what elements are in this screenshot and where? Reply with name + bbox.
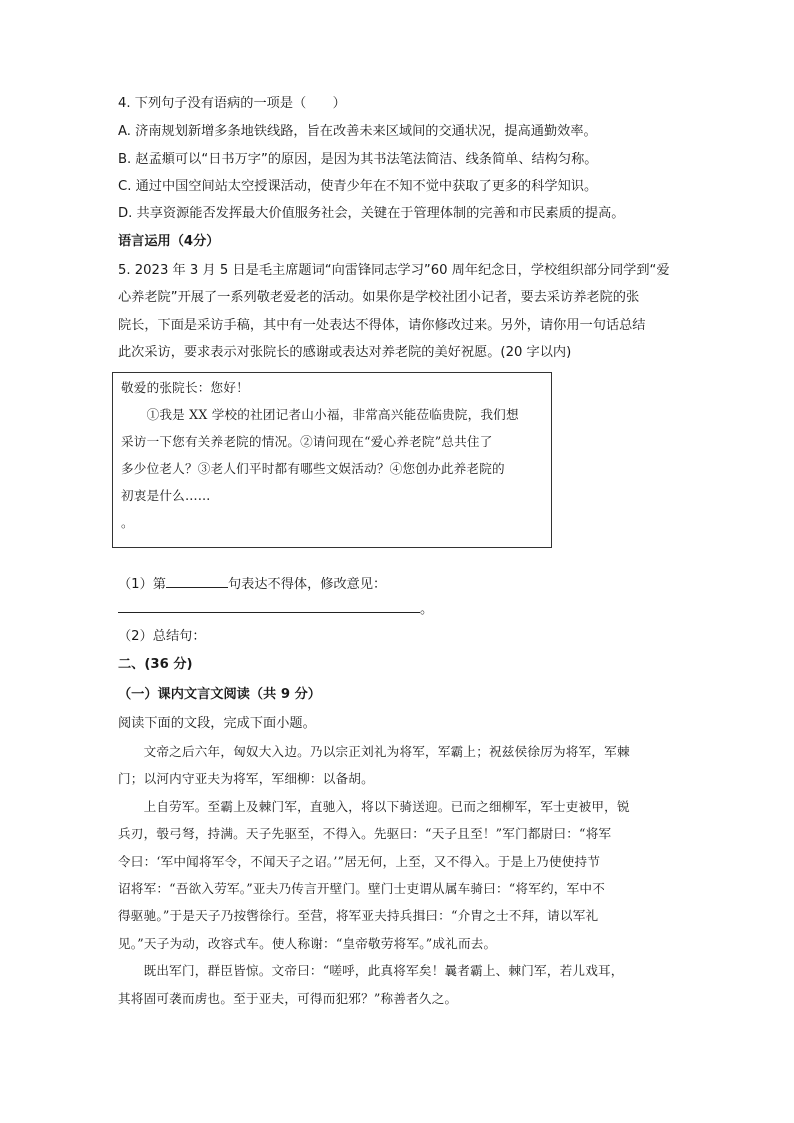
q5-line-1: 5. 2023 年 3 月 5 日是毛主席题词“向雷锋同志学习”60 周年纪念日，学校组织部分同学到“爱 [118, 263, 670, 278]
passage-line-4: 兵刃，彀弓弩，持满。天子先驱至，不得入。先驱曰：“天子且至！”军门都尉曰：“将军 [118, 826, 612, 841]
revision-answer-blank[interactable] [118, 598, 420, 613]
part-two-heading: 二、(36 分) [118, 657, 193, 672]
q4-stem: 4. 下列句子没有语病的一项是（ ） [118, 96, 346, 111]
q5-line-2: 心养老院”开展了一系列敬老爱老的活动。如果你是学校社团小记者，要去采访养老院的张 [118, 290, 640, 305]
q5-sub1-answer-line [118, 598, 433, 620]
passage-line-1: 文帝之后六年，匈奴大入边。乃以宗正刘礼为将军，军霸上；祝兹侯徐厉为将军，军棘 [118, 744, 630, 759]
passage-line-7: 得驱驰。”于是天子乃按辔徐行。至营，将军亚夫持兵揖曰：“介胄之士不拜，请以军礼 [118, 908, 599, 923]
section-language-use: 语言运用（4分） [118, 234, 220, 249]
box-line-5: 初衷是什么…… [121, 488, 211, 503]
passage-line-2: 门；以河内守亚夫为将军，军细柳：以备胡。 [118, 771, 374, 786]
passage-line-9: 既出军门，群臣皆惊。文帝曰：“嗟呼，此真将军矣！曩者霸上、棘门军，若儿戏耳， [118, 963, 624, 978]
reading-instruction: 阅读下面的文段，完成下面小题。 [118, 716, 316, 731]
q5-line-3: 院长，下面是采访手稿，其中有一处表达不得体，请你修改过来。另外，请你用一句话总结 [118, 318, 646, 333]
q4-option-b: B. 赵孟頫可以“日书万字”的原因，是因为其书法笔法简洁、线条简单、结构匀称。 [118, 152, 598, 167]
passage-line-8: 见。”天子为动，改容式车。使人称谢：“皇帝敬劳将军。”成礼而去。 [118, 936, 497, 951]
passage-line-5: 令曰：‘军中闻将军令，不闻天子之诏。’”居无何，上至，又不得入。于是上乃使使持节 [118, 854, 601, 869]
passage-line-6: 诏将军：“吾欲入劳军。”亚夫乃传言开壁门。壁门士吏谓从属车骑曰：“将军约，军中不 [118, 881, 605, 896]
box-line-2: ①我是 XX 学校的社团记者山小福，非常高兴能莅临贵院，我们想 [121, 407, 519, 422]
q5-sub1-prefix: （1）第 [118, 577, 166, 592]
q4-option-d: D. 共享资源能否发挥最大价值服务社会，关键在于管理体制的完善和市民素质的提高。 [118, 206, 625, 221]
passage-line-3: 上自劳军。至霸上及棘门军，直驰入，将以下骑送迎。已而之细柳军，军士吏被甲，锐 [118, 799, 630, 814]
q5-line-4: 此次采访，要求表示对张院长的感谢或表达对养老院的美好祝愿。(20 字以内) [118, 345, 572, 360]
q5-sub1 [118, 573, 386, 595]
sentence-number-blank[interactable] [166, 573, 228, 588]
q5-sub1-suffix: 句表达不得体，修改意见： [227, 577, 387, 592]
box-line-1: 敬爱的张院长：您好！ [121, 380, 249, 395]
q4-option-a: A. 济南规划新增多条地铁线路，旨在改善未来区域间的交通状况，提高通勤效率。 [118, 124, 597, 139]
box-line-6: 。 [121, 515, 134, 530]
classical-reading-heading: （一）课内文言文阅读（共 9 分） [118, 687, 321, 702]
box-line-4: 多少位老人？③老人们平时都有哪些文娱活动？④您创办此养老院的 [121, 461, 505, 476]
q4-option-c: C. 通过中国空间站太空授课活动，使青少年在不知不觉中获取了更多的科学知识。 [118, 179, 598, 194]
box-line-3: 采访一下您有关养老院的情况。②请问现在“爱心养老院”总共住了 [121, 434, 493, 449]
passage-line-10: 其将固可袭而虏也。至于亚夫，可得而犯邪？”称善者久之。 [118, 991, 458, 1006]
q5-sub2: （2）总结句： [118, 629, 206, 644]
q5-sub1-end: 。 [420, 602, 434, 617]
